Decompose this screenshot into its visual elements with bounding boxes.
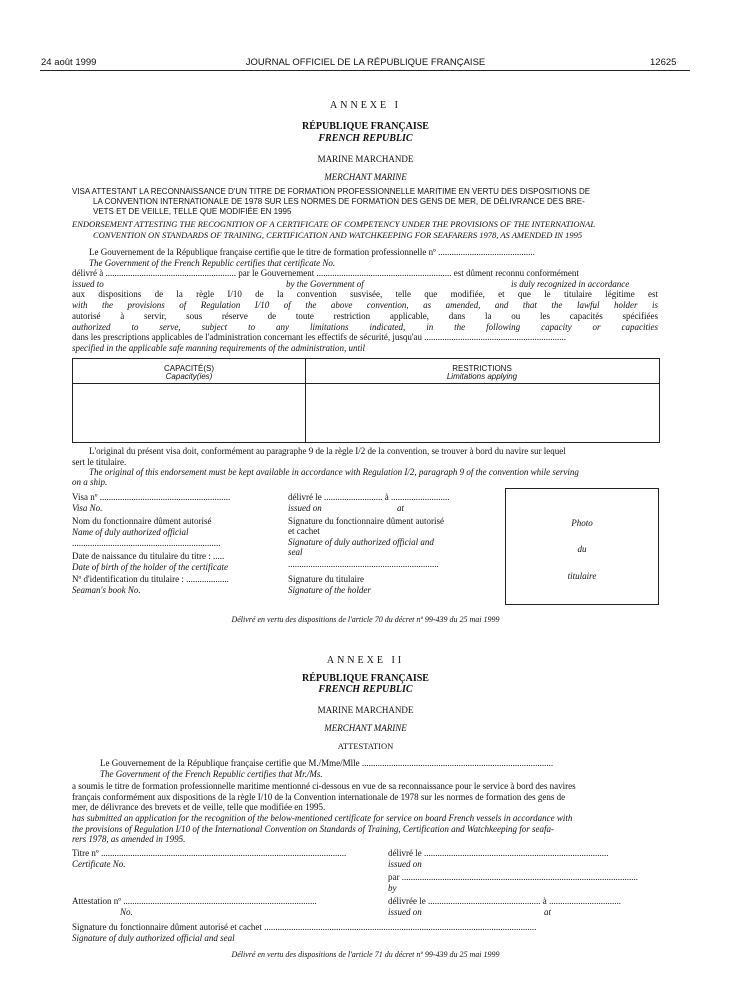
annex1-visa-fr-line2: LA CONVENTION INTERNATIONALE DE 1978 SUR LES NORMES DE FORMATION DES GENS DE MER, DE DÉLIVRANCE DES BRE-: [93, 197, 585, 206]
annex2-para3-line3: rers 1978, as amended in 1995.: [72, 834, 186, 844]
visa-number-field[interactable]: Visa nº ..........................................................: [72, 492, 231, 502]
capacity-cell[interactable]: [73, 384, 305, 442]
attestation-number-field[interactable]: Attestation nº ......................................................................................: [72, 896, 317, 906]
official-signature-label-fr: Signature du fonctionnaire dûment autorisé: [288, 516, 444, 526]
annex1-original-fr-line2: sert le titulaire.: [72, 457, 127, 467]
table-header-capacity-en: Capacity(ies): [165, 372, 213, 381]
annex2-signature-field[interactable]: Signature du fonctionnaire dûment autorisé et cachet .........................................................................................................................: [72, 922, 537, 932]
annex2-marine-en: MERCHANT MARINE: [324, 723, 407, 733]
annex2-republic-fr: RÉPUBLIQUE FRANÇAISE: [302, 673, 429, 684]
holder-signature-label-en: Signature of the holder: [288, 585, 371, 595]
annex2-para1-fr: Le Gouvernement de la République française certifie que M./Mme/Mlle .....................................................................................: [100, 758, 554, 768]
holder-birth-date-field[interactable]: Date de naissance du titulaire du titre : .....: [72, 551, 225, 561]
holder-id-label-en: Seaman's book No.: [72, 585, 141, 595]
annex2-footer: Délivré en vertu des dispositions de l'article 71 du décret nº 99-439 du 25 mai 1999: [231, 950, 500, 959]
official-signature-field[interactable]: ...................................................................: [288, 559, 439, 569]
issued-at-label-en: at: [397, 503, 405, 513]
table-header-restrictions-en: Limitations applying: [446, 372, 518, 381]
annex2-para2-line3: mer, de délivrance des brevets et de veille, telle que modifiée en 1995.: [72, 802, 326, 812]
official-signature-label-en: Signature of duly authorized official and: [288, 537, 434, 547]
annex1-para1-en: The Government of the French Republic certifies that certificate No.: [89, 258, 336, 268]
annex1-para8: specified in the applicable safe manning requirements of the administration, until: [72, 343, 366, 353]
table-header-restrictions-fr: RESTRICTIONS: [452, 364, 512, 373]
annex1-visa-fr-line3: VETS ET DE VEILLE, TELLE QUE MODIFIÉE EN 1995: [93, 207, 292, 216]
attestation-number-label-en: No.: [120, 907, 133, 917]
annex1-title: ANNEXE I: [330, 100, 401, 111]
annex1-visa-fr-line1: VISA ATTESTANT LA RECONNAISSANCE D'UN TITRE DE FORMATION PROFESSIONNELLE MARITIME EN VERTU DES DISPOSITIONS DE: [72, 187, 591, 196]
annex2-para1-en: The Government of the French Republic certifies that Mr./Ms.: [100, 769, 323, 779]
annex1-para2-fr: délivré à .......................................................... par le Gouvernement ............................................................ est dûment reconnu conformément: [72, 268, 579, 278]
cert-issued-on-label-en: issued on: [388, 859, 422, 869]
annex1-para2-en-right: is duly recognized in accordance: [511, 279, 630, 289]
photo-label-3: titulaire: [567, 571, 597, 581]
annex1-original-en-line1: The original of this endorsement must be kept available in accordance with Regulation I/2, paragraph 9 of the convention while serving: [89, 467, 579, 477]
header-date: 24 août 1999: [41, 57, 97, 68]
annex2-para2-line1: a soumis le titre de formation professionnelle maritime mentionné ci-dessous en vue de sa reconnaissance pour le service à bord des navires: [72, 781, 576, 791]
official-name-field[interactable]: ..................................................................: [72, 538, 221, 548]
holder-signature-label-fr: Signature du titulaire: [288, 574, 364, 584]
annex1-para5: autorisé à servir, sous réserve de toute restriction applicable, dans la ou les capacités spécifiées: [72, 311, 658, 321]
official-seal-label-en: seal: [288, 547, 303, 557]
holder-birth-date-label-en: Date of birth of the holder of the certificate: [72, 562, 228, 572]
photo-label-1: Photo: [571, 518, 593, 528]
capacity-table: [72, 358, 660, 443]
annex2-signature-label-en: Signature of duly authorized official and seal: [72, 933, 235, 943]
annex1-original-en-line2: on a ship.: [72, 477, 108, 487]
photo-box[interactable]: [505, 488, 659, 605]
attestation-issued-on-label-en: issued on: [388, 907, 422, 917]
annex1-marine-fr: MARINE MARCHANDE: [317, 154, 414, 164]
official-name-label-fr: Nom du fonctionnaire dûment autorisé: [72, 516, 212, 526]
annex2-para3-line1: has submitted an application for the recognition of the below-mentioned certificate for service on board French vessels in accordance with: [72, 813, 573, 823]
header-rule: [40, 70, 690, 71]
annex1-republic-fr: RÉPUBLIQUE FRANÇAISE: [302, 121, 429, 132]
annex1-visa-en-line2: CONVENTION ON STANDARDS OF TRAINING, CERTIFICATION AND WATCHKEEPING FOR SEAFARERS 1978, AS AMENDED IN 1995: [93, 230, 583, 240]
annex2-attestation: ATTESTATION: [337, 741, 394, 751]
annex2-para2-line2: français conformément aux dispositions de la règle I/10 de la Convention internationale de 1978 sur les normes de formation des gens de: [72, 792, 566, 802]
annex1-marine-en: MERCHANT MARINE: [324, 172, 407, 182]
header-page-number: 12625: [650, 57, 677, 68]
official-seal-label-fr: et cachet: [288, 526, 320, 536]
attestation-issued-at-label-en: at: [544, 907, 552, 917]
annex1-republic-en: FRENCH REPUBLIC: [318, 133, 413, 144]
annex2-title: ANNEXE II: [326, 655, 405, 666]
annex1-para6: authorized to serve, subject to any limitations indicated, in the following capacity or capacities: [72, 322, 658, 332]
annex1-para4: with the provisions of Regulation I/10 of the above convention, as amended, and that the lawful holder is: [72, 300, 658, 310]
annex1-para7: dans les prescriptions applicables de l'administration concernant les effectifs de sécurité, jusqu'au ...............................................................: [72, 332, 566, 342]
certificate-number-field[interactable]: Titre nº .............................................................................................................: [72, 848, 347, 858]
issued-on-label-en: issued on: [288, 503, 322, 513]
annex1-para1-fr: Le Gouvernement de la République française certifie que le titre de formation professionnelle nº ...........................................: [89, 247, 535, 257]
issued-on-field[interactable]: délivré le .......................... à ..........................: [288, 492, 450, 502]
cert-issued-by-label-en: by: [388, 883, 397, 893]
holder-id-field[interactable]: Nº d'identification du titulaire : ...................: [72, 574, 229, 584]
annex1-original-fr-line1: L'original du présent visa doit, conformément au paragraphe 9 de la règle I/2 de la convention, se trouver à bord du navire sur lequel: [89, 446, 566, 456]
cert-issued-on-field[interactable]: délivré le ..................................................................................: [388, 848, 609, 858]
annex2-para3-line2: the provisions of Regulation I/10 of the International Convention on Standards of Training, Certification and Watchkeeping for seafa-: [72, 824, 554, 834]
annex2-republic-en: FRENCH REPUBLIC: [318, 684, 413, 695]
annex2-marine-fr: MARINE MARCHANDE: [317, 705, 414, 715]
attestation-issued-on-field[interactable]: délivrée le .................................................. à ................................: [388, 896, 621, 906]
annex1-footer: Délivré en vertu des dispositions de l'article 70 du décret nº 99-439 du 25 mai 1999: [231, 615, 500, 624]
table-header-capacity-fr: CAPACITÉ(S): [163, 364, 215, 373]
cert-issued-by-field[interactable]: par .........................................................................................................: [388, 872, 638, 882]
annex1-para2-en-left: issued to: [72, 279, 104, 289]
visa-number-label-en: Visa No.: [72, 503, 103, 513]
annex1-para2-en-mid: by the Government of: [286, 279, 364, 289]
photo-label-2: du: [577, 544, 587, 554]
restrictions-cell[interactable]: [306, 384, 659, 442]
annex1-para3: aux dispositions de la règle I/10 de la convention susvisée, telle que modifiée, et que le titulaire légitime est: [72, 289, 658, 299]
certificate-number-label-en: Certificate No.: [72, 859, 126, 869]
official-name-label-en: Name of duly authorized official: [72, 527, 189, 537]
header-journal: JOURNAL OFFICIEL DE LA RÉPUBLIQUE FRANÇAISE: [245, 57, 486, 68]
annex1-visa-en-line1: ENDORSEMENT ATTESTING THE RECOGNITION OF A CERTIFICATE OF COMPETENCY UNDER THE PROVISIONS OF THE INTERNATIONAL: [72, 219, 596, 229]
